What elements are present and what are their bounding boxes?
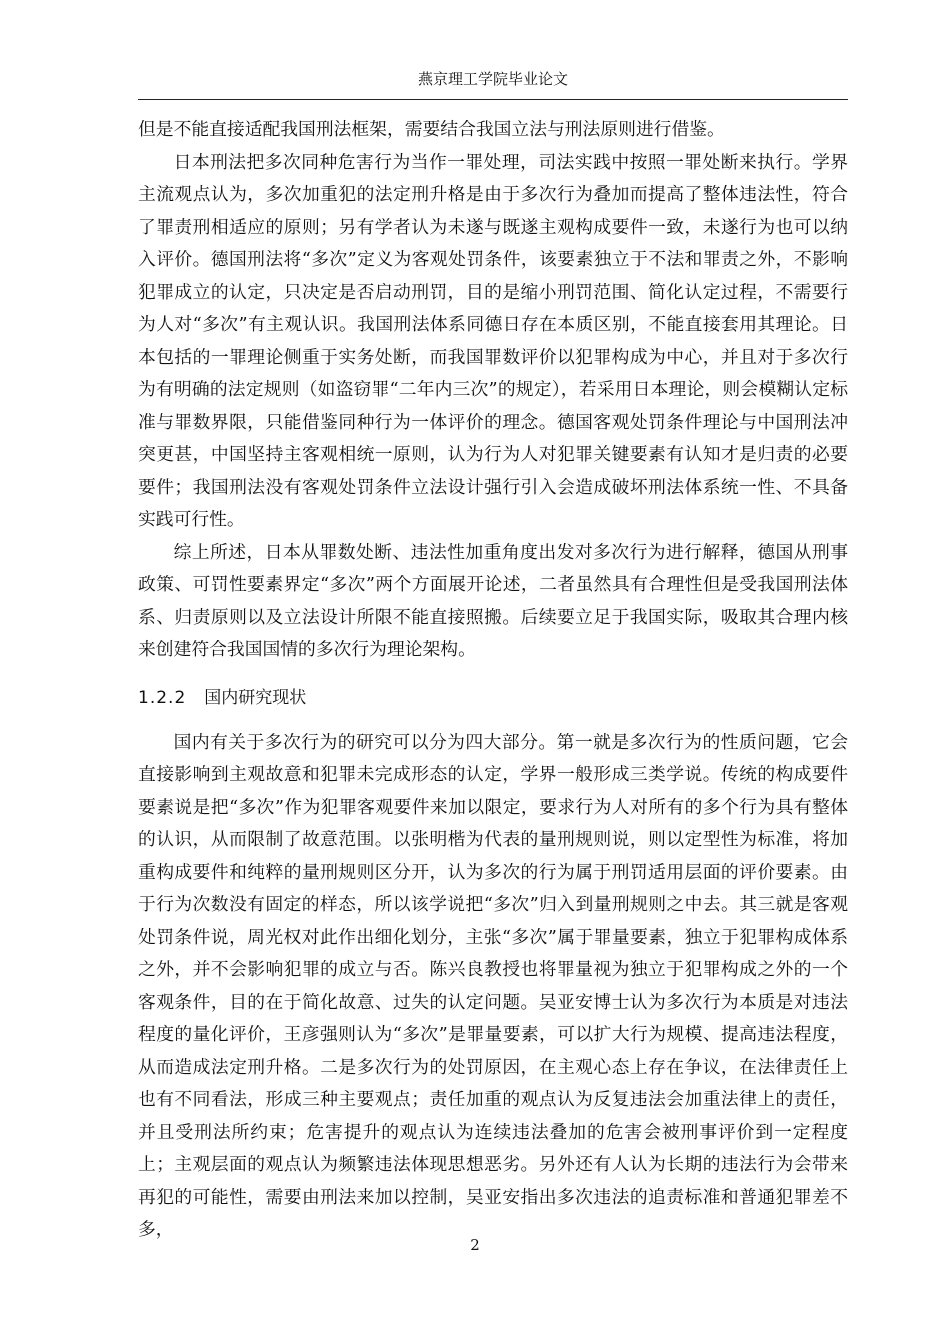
header-divider (138, 99, 848, 100)
paragraph-japan-germany-comparison: 日本刑法把多次同种危害行为当作一罪处理，司法实践中按照一罪处断来执行。学界主流观点认为，多次加重犯的法定刑升格是由于多次行为叠加而提高了整体违法性，符合了罪责刑相适应的原则；另有学者认为未遂与既遂主观构成要件一致，未遂行为也可以纳入评价。德国刑法将“多次”定义为客观处罚条件，该要素独立于不法和罪责之外，不影响犯罪成立的认定，只决定是否启动刑罚，目的是缩小刑罚范围、简化认定过程，不需要行为人对“多次”有主观认识。我国刑法体系同德日存在本质区别，不能直接套用其理论。日本包括的一罪理论侧重于实务处断，而我国罪数评价以犯罪构成为中心，并且对于多次行为有明确的法定规则（如盗窃罪“二年内三次”的规定），若采用日本理论，则会模糊认定标准与罪数界限，只能借鉴同种行为一体评价的理念。德国客观处罚条件理论与中国刑法冲突更甚，中国坚持主客观相统一原则，认为行为人对犯罪关键要素有认知才是归责的必要要件；我国刑法没有客观处罚条件立法设计强行引入会造成破坏刑法体系统一性、不具备实践可行性。 (138, 151, 848, 530)
paragraph-continuation: 但是不能直接适配我国刑法框架，需要结合我国立法与刑法原则进行借鉴。 (138, 119, 725, 140)
section-number: 1.2.2 (138, 687, 187, 708)
paragraph-summary: 综上所述，日本从罪数处断、违法性加重角度出发对多次行为进行解释，德国从刑事政策、可罚性要素界定“多次”两个方面展开论述，二者虽然具有合理性但是受我国刑法体系、归责原则以及立法设计所限不能直接照搬。后续要立足于我国实际，吸取其合理内核来创建符合我国国情的多次行为理论架构。 (138, 541, 848, 660)
page-number: 2 (470, 1236, 480, 1254)
body-text (138, 114, 848, 1247)
paragraph-domestic-research: 国内有关于多次行为的研究可以分为四大部分。第一就是多次行为的性质问题，它会直接影响到主观故意和犯罪未完成形态的认定，学界一般形成三类学说。传统的构成要件要素说是把“多次”作为犯罪客观要件来加以限定，要求行为人对所有的多个行为具有整体的认识，从而限制了故意范围。以张明楷为代表的量刑规则说，则以定型性为标准，将加重构成要件和纯粹的量刑规则区分开，认为多次的行为属于刑罚适用层面的评价要素。由于行为次数没有固定的样态，所以该学说把“多次”归入到量刑规则之中去。其三就是客观处罚条件说，周光权对此作出细化划分，主张“多次”属于罪量要素，独立于犯罪构成体系之外，并不会影响犯罪的成立与否。陈兴良教授也将罪量视为独立于犯罪构成之外的一个客观条件，目的在于简化故意、过失的认定问题。吴亚安博士认为多次行为本质是对违法程度的量化评价，王彦强则认为“多次”是罪量要素，可以扩大行为规模、提高违法程度，从而造成法定刑升格。二是多次行为的处罚原因，在主观心态上存在争议，在法律责任上也有不同看法，形成三种主要观点；责任加重的观点认为反复违法会加重法律上的责任，并且受刑法所约束；危害提升的观点认为连续违法叠加的危害会被刑事评价到一定程度上；主观层面的观点认为频繁违法体现思想恶劣。另外还有人认为长期的违法行为会带来再犯的可能性，需要由刑法来加以控制，吴亚安指出多次违法的追责标准和普通犯罪差不多， (138, 731, 848, 1240)
section-heading (138, 683, 848, 713)
section-title: 国内研究现状 (204, 687, 307, 708)
page-header-title: 燕京理工学院毕业论文 (417, 70, 568, 88)
